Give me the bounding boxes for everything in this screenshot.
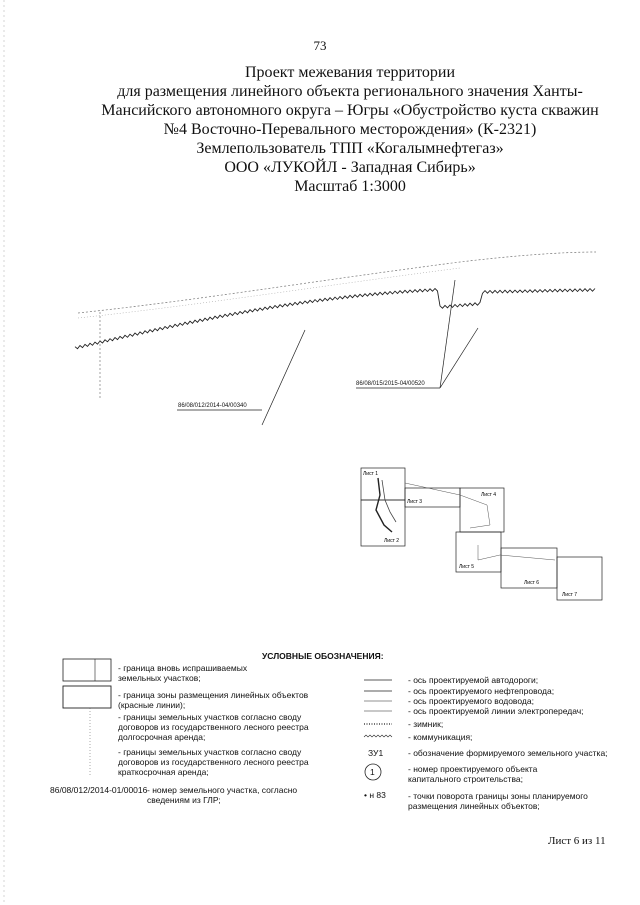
legend-left-1: - граница вновь испрашиваемых земельных участков; [118,663,248,683]
legend-heading: УСЛОВНЫЕ ОБОЗНАЧЕНИЯ: [262,651,384,661]
title-line-4: №4 Восточно-Перевального месторождения» (К-2321) [163,121,537,138]
sheet-label-4: Лист 4 [481,492,497,498]
legend-left-3: - границы земельных участков согласно своду договоров из государственного лесного реестра долгосрочная аренда; [118,712,309,742]
leader-line-2 [440,280,455,388]
legend-left-4: - границы земельных участков согласно своду договоров из государственного лесного реестра краткосрочная аренда; [118,747,309,777]
legend-symbol-new-parcels [63,659,111,681]
legend-right-6: - коммуникация; [408,732,473,742]
legend-left-2: - граница зоны размещения линейных объектов (красные линии); [118,690,309,710]
legend-right-9: - точки поворота границы зоны планируемого размещения линейных объектов; [408,791,588,811]
sheet-label-2: Лист 2 [384,538,400,544]
legend-right-7: - обозначение формируемого земельного участка; [408,748,608,758]
sheet-label-7: Лист 7 [562,592,578,598]
legend-right-3: - ось проектируемого водовода; [408,696,534,706]
title-line-7: Масштаб 1:3000 [294,178,406,195]
legend-symbol-object-number: 1 [370,767,375,777]
legend-parcel-number-text: - номер земельного участка, согласно сведениям из ГЛР; [147,785,298,805]
legend-symbol-turn-point: • н 83 [364,790,386,800]
key-route-3 [405,483,490,528]
legend-right-1: - ось проектируемой автодороги; [408,675,539,685]
legend-right-5: - зимник; [408,719,444,729]
sheet-label-3: Лист 3 [407,499,423,505]
sheet-footer: Лист 6 из 11 [548,835,606,847]
key-route-1 [376,478,392,532]
sheet-label-5: Лист 5 [459,564,475,570]
winter-road-line [78,252,596,313]
parcel-label-1: 86/08/012/2014-04/00340 [178,403,247,409]
title-line-6: ООО «ЛУКОЙЛ - Западная Сибирь» [224,159,476,176]
key-route-2 [382,480,396,522]
zigzag-boundary-line [75,289,595,349]
leader-line-2b [440,328,478,388]
title-line-1: Проект межевания территории [244,64,456,81]
title-line-5: Землепользователь ТПП «Когалымнефтегаз» [196,140,504,157]
page-number: 73 [313,38,327,53]
title-line-3: Мансийского автономного округа – Югры «Обустройство куста скважин [101,102,599,119]
legend-symbol-red-lines [63,686,111,708]
sheet-label-6: Лист 6 [524,580,540,586]
parcel-label-2: 86/08/015/2015-04/00520 [356,381,425,387]
key-map [361,468,602,600]
legend-symbol-communication [364,735,392,737]
legend-right-4: - ось проектируемой линии электропередач; [408,706,584,716]
legend-symbol-zu1: ЗУ1 [368,748,384,758]
leader-line-1 [262,330,305,425]
sheet-label-1: Лист 1 [363,471,379,477]
legend-parcel-number-example: 86/08/012/2014-01/00016 [50,785,148,795]
title-line-2: для размещения линейного объекта регионального значения Ханты- [117,83,583,100]
legend-right-2: - ось проектируемого нефтепровода; [408,686,555,696]
key-route-4 [478,545,555,560]
legend-right-8: - номер проектируемого объекта капитального строительства; [408,764,538,784]
